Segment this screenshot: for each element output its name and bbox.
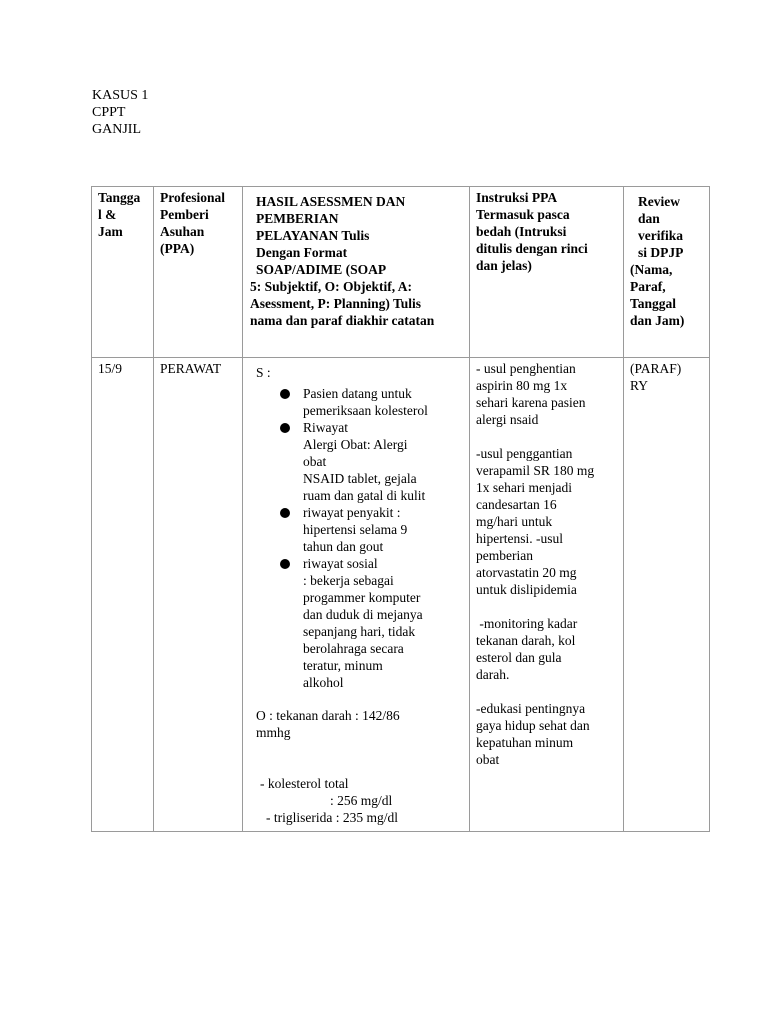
form-title: CPPT [92, 105, 126, 120]
header-dpjp-review: Review dan verifika si DPJP (Nama, Paraf, Tanggal dan Jam) [624, 187, 710, 358]
objective-section: O : tekanan darah : 142/86 mmhg [256, 708, 400, 740]
cell-date: 15/9 [92, 358, 154, 832]
cell-soap-notes [243, 358, 470, 832]
instruction-paragraph: -edukasi pentingnya gaya hidup sehat dan kepatuhan minum obat [476, 701, 590, 767]
instruction-paragraph: - usul penghentian aspirin 80 mg 1x sehari karena pasien alergi nsaid [476, 361, 586, 427]
signature-placeholder: (PARAF) [630, 361, 682, 376]
bullet-icon [280, 423, 290, 433]
cppt-table [91, 186, 710, 832]
list-item: riwayat sosial : bekerja sebagai progammer komputer dan duduk di mejanya sepanjang hari, tidak berolahraga secara teratur, minum alkohol [256, 555, 465, 691]
cell-instructions [470, 358, 624, 832]
header-assessment-soap: HASIL ASESSMEN DAN PEMBERIAN PELAYANAN Tulis Dengan Format SOAP/ADIME (SOAP 5: Subjektif, O: Objektif, A: Asessment, P: Planning) Tulis nama dan paraf diakhir catatan [243, 187, 470, 358]
list-item: Riwayat Alergi Obat: Alergi obat NSAID tablet, gejala ruam dan gatal di kulit [256, 419, 465, 504]
case-group: GANJIL [92, 122, 141, 137]
bullet-icon [280, 508, 290, 518]
instruction-paragraph: -usul penggantian verapamil SR 180 mg 1x sehari menjadi candesartan 16 mg/hari untuk hipertensi. -usul pemberian atorvastatin 20 mg untuk dislipidemia [476, 446, 595, 597]
list-item: Pasien datang untuk pemeriksaan kolesterol [256, 385, 465, 419]
header-ppa-instructions: Instruksi PPA Termasuk pasca bedah (Intruksi ditulis dengan rinci dan jelas) [470, 187, 624, 358]
initials: RY [630, 378, 649, 393]
header-date-time: Tangga l & Jam [92, 187, 154, 358]
list-item: riwayat penyakit : hipertensi selama 9 tahun dan gout [256, 504, 465, 555]
cell-ppa: PERAWAT [154, 358, 243, 832]
lab-results: - kolesterol total : 256 mg/dl - trigliserida : 235 mg/dl [260, 776, 398, 825]
subjective-label: S : [256, 365, 271, 380]
subjective-list [256, 385, 465, 691]
instruction-paragraph: -monitoring kadar tekanan darah, kol esterol dan gula darah. [476, 616, 578, 682]
table-header-row [92, 187, 710, 358]
bullet-icon [280, 389, 290, 399]
header-ppa: Profesional Pemberi Asuhan (PPA) [154, 187, 243, 358]
document-header [92, 87, 148, 138]
table-row [92, 358, 710, 832]
case-title: KASUS 1 [92, 88, 149, 103]
bullet-icon [280, 559, 290, 569]
cell-review [624, 358, 710, 832]
